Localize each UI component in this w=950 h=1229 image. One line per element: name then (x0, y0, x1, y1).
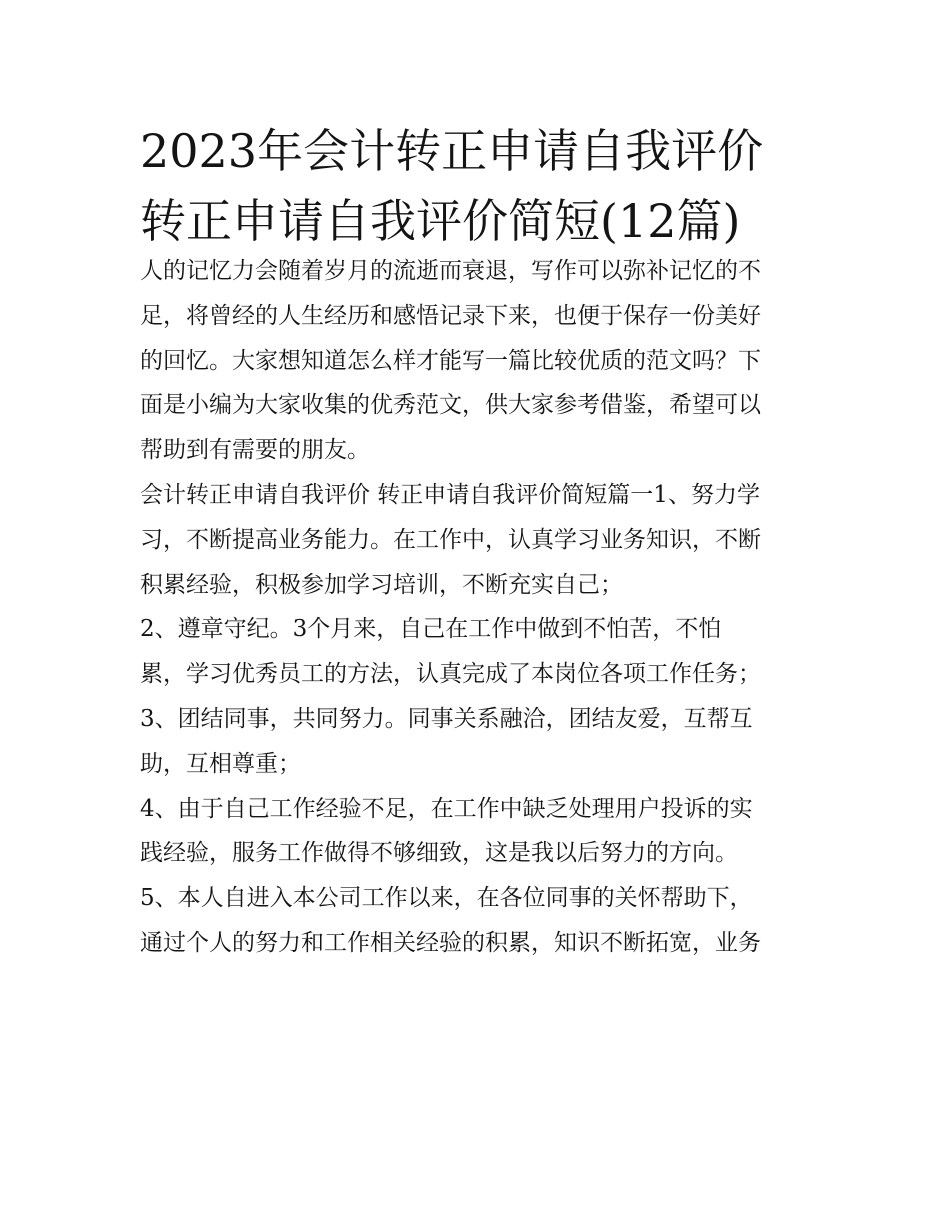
body-line: 助，互相尊重； (140, 750, 301, 777)
body-line: 足，将曾经的人生经历和感悟记录下来，也便于保存一份美好 (140, 302, 761, 329)
body-line: 帮助到有需要的朋友。 (140, 437, 370, 464)
body-line: 人的记忆力会随着岁月的流逝而衰退，写作可以弥补记忆的不 (140, 258, 761, 284)
body-line: 5、本人自进入本公司工作以来，在各位同事的关怀帮助下， (140, 885, 753, 912)
body-line: 践经验，服务工作做得不够细致，这是我以后努力的方向。 (140, 840, 738, 867)
body-line: 习，不断提高业务能力。在工作中，认真学习业务知识，不断 (140, 526, 761, 553)
document-title (140, 116, 830, 256)
title-line-2: 转正申请自我评价简短(12篇) (140, 194, 741, 248)
body-line: 通过个人的努力和工作相关经验的积累，知识不断拓宽，业务 (140, 929, 761, 956)
body-line: 3、团结同事，共同努力。同事关系融洽，团结友爱，互帮互 (140, 705, 753, 732)
body-line: 的回忆。大家想知道怎么样才能写一篇比较优质的范文吗？下 (140, 347, 761, 374)
title-line-1: 2023年会计转正申请自我评价 (140, 124, 764, 178)
body-line: 累，学习优秀员工的方法，认真完成了本岗位各项工作任务； (140, 661, 761, 688)
body-line: 面是小编为大家收集的优秀范文，供大家参考借鉴，希望可以 (140, 392, 761, 419)
body-line: 会计转正申请自我评价 转正申请自我评价简短篇一1、努力学 (140, 481, 760, 508)
body-line: 4、由于自己工作经验不足，在工作中缺乏处理用户投诉的实 (140, 795, 753, 822)
body-line: 积累经验，积极参加学习培训，不断充实自己； (140, 571, 623, 598)
body-line: 2、遵章守纪。3个月来，自己在工作中做到不怕苦，不怕 (140, 616, 722, 643)
document-body (140, 249, 812, 966)
